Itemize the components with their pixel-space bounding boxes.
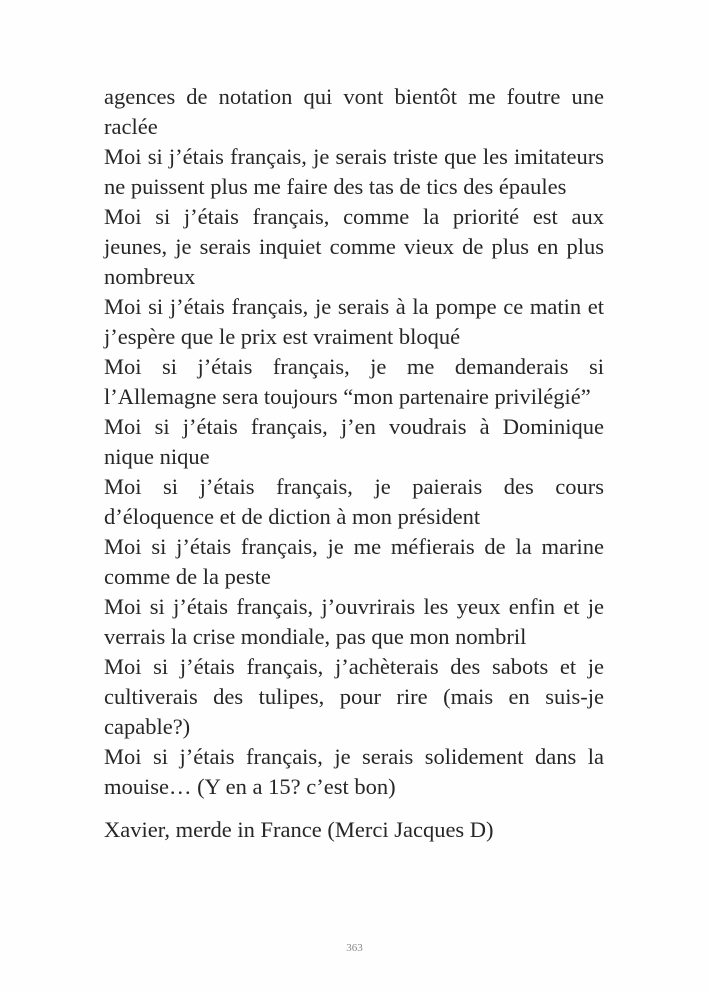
paragraph-7: Moi si j’étais français, je paierais des cours d’éloquence et de diction à mon président [104,474,604,529]
paragraph-5: Moi si j’étais français, je me demanderais si l’Allemagne sera toujours “mon partenaire privilégié” [104,354,604,409]
poem-body [104,82,604,845]
paragraph-3: Moi si j’étais français, comme la priorité est aux jeunes, je serais inquiet comme vieux de plus en plus nombreux [104,204,604,289]
signature: Xavier, merde in France (Merci Jacques D) [104,817,494,842]
paragraph-6: Moi si j’étais français, j’en voudrais à Dominique nique nique [104,414,604,469]
paragraph-1: agences de notation qui vont bientôt me foutre une raclée [104,84,604,139]
paragraph-4: Moi si j’étais français, je serais à la pompe ce matin et j’espère que le prix est vraiment bloqué [104,294,604,349]
paragraph-11: Moi si j’étais français, je serais solidement dans la mouise… (Y en a 15? c’est bon) [104,744,604,799]
paragraph-2: Moi si j’étais français, je serais triste que les imitateurs ne puissent plus me faire des tas de tics des épaules [104,144,604,199]
paragraph-8: Moi si j’étais français, je me méfierais de la marine comme de la peste [104,534,604,589]
paragraph-9: Moi si j’étais français, j’ouvrirais les yeux enfin et je verrais la crise mondiale, pas que mon nombril [104,594,604,649]
page-number: 363 [346,942,363,954]
paragraph-10: Moi si j’étais français, j’achèterais des sabots et je cultiverais des tulipes, pour rire (mais en suis-je capable?) [104,654,604,739]
